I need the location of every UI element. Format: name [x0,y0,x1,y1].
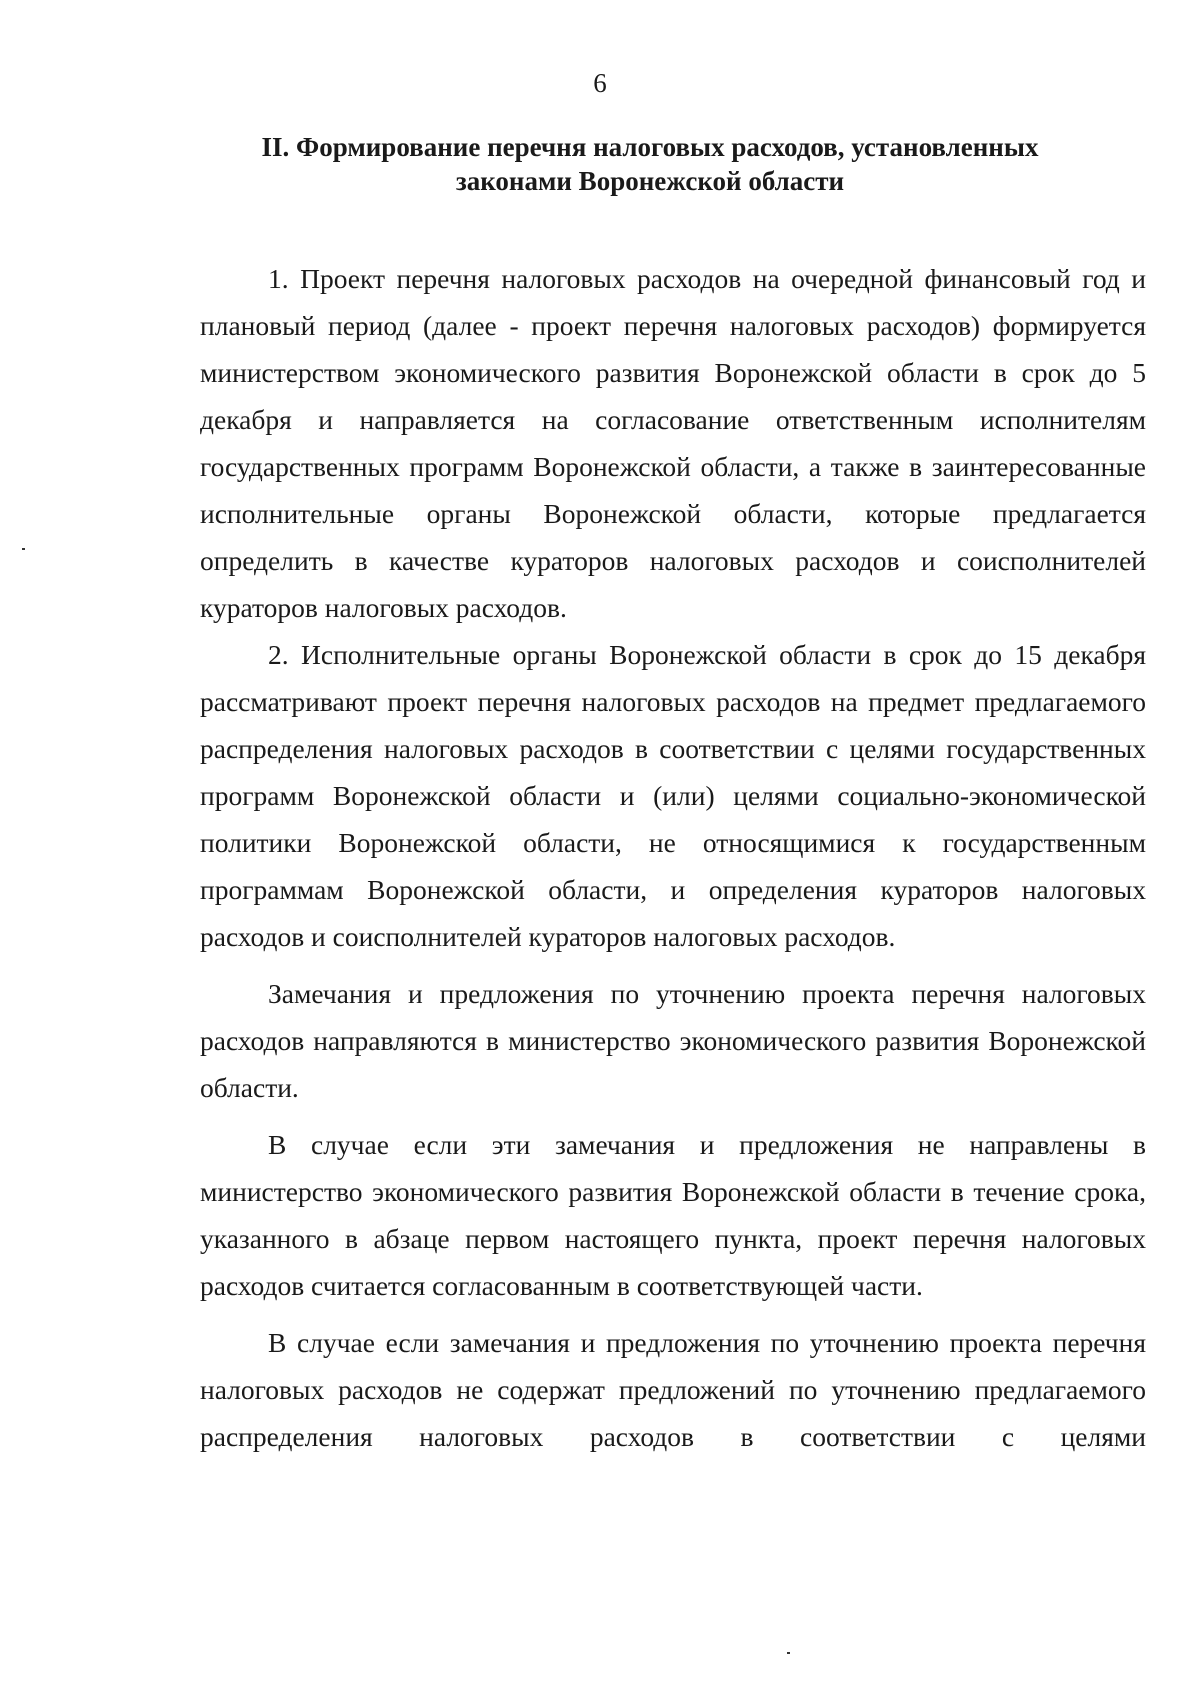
paragraph-remarks: Замечания и предложения по уточнению проекта перечня налоговых расходов направляются в министерство экономического развития Воронежской области. [200,978,1146,1103]
document-body [200,255,1146,1460]
paragraph-no-proposals: В случае если замечания и предложения по уточнению проекта перечня налоговых расходов не содержат предложений по уточнению предлагаемого распределения налоговых расходов в соответствии с целями [200,1327,1146,1452]
section-heading [200,130,1100,198]
section-heading-line-1: II. Формирование перечня налоговых расходов, установленных [261,132,1039,162]
page-number: 6 [593,68,607,98]
scan-speck [787,1652,790,1654]
paragraph-item-1: 1. Проект перечня налоговых расходов на очередной финансовый год и плановый период (далее - проект перечня налоговых расходов) формируется министерством экономического развития Воронежской области в срок до 5 декабря и направляется на согласование ответственным исполнителям государственных программ Воронежской области, а также в заинтересованные исполнительные органы Воронежской области, которые предлагается определить в качестве кураторов налоговых расходов и соисполнителей кураторов налоговых расходов. [200,263,1146,623]
scan-speck [22,548,25,550]
paragraph-item-2: 2. Исполнительные органы Воронежской области в срок до 15 декабря рассматривают проект перечня налоговых расходов на предмет предлагаемого распределения налоговых расходов в соответствии с целями государственных программ Воронежской области и (или) целями социально-экономической политики Воронежской области, не относящимися к государственным программам Воронежской области, и определения кураторов налоговых расходов и соисполнителей кураторов налоговых расходов. [200,639,1146,952]
section-heading-line-2: законами Воронежской области [455,166,845,196]
paragraph-not-sent: В случае если эти замечания и предложения не направлены в министерство экономического развития Воронежской области в течение срока, указанного в абзаце первом настоящего пункта, проект перечня налоговых расходов считается согласованным в соответствующей части. [200,1129,1146,1301]
